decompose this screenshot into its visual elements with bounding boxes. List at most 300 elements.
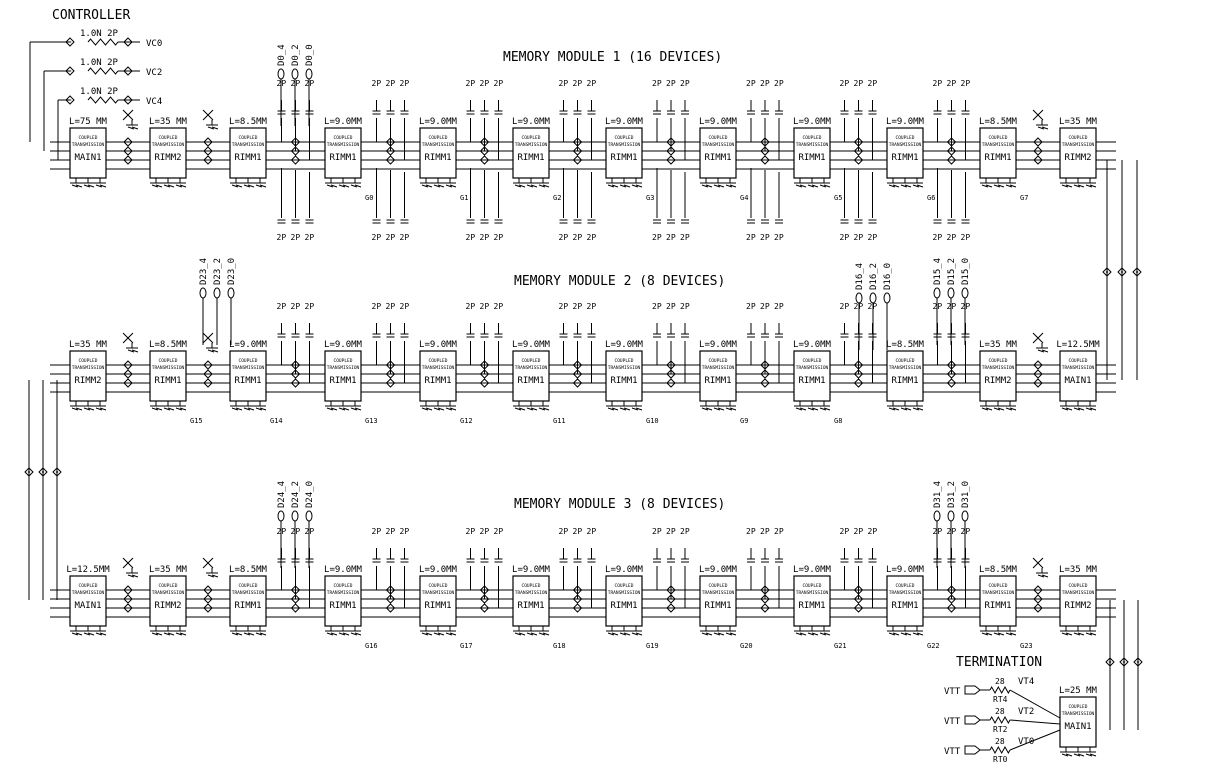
cap-value: 2P: [960, 233, 971, 242]
cap-value: 2P: [385, 233, 396, 242]
row2-11-name: MAIN1: [1064, 376, 1092, 386]
term-port-icon: [965, 716, 980, 724]
row2-4-gnode: G12: [460, 417, 473, 425]
term-block-line2: TRANSMISSION: [1061, 712, 1095, 717]
term-resistor-icon: [990, 687, 1010, 693]
row3-4-length: L=9.0MM: [419, 565, 457, 575]
cap-value: 2P: [493, 233, 504, 242]
cap-value: 2P: [932, 302, 943, 311]
row1-0-block-line2: TRANSMISSION: [71, 143, 105, 148]
cap-value: 2P: [276, 233, 287, 242]
cap-value: 2P: [853, 527, 864, 536]
cap-value: 2P: [867, 233, 878, 242]
probe-icon: [948, 511, 954, 521]
probe-icon: [962, 511, 968, 521]
cap-value: 2P: [932, 527, 943, 536]
row2-8-length: L=9.0MM: [793, 340, 831, 350]
row2-3-gnode: G13: [365, 417, 378, 425]
row3-6-block-line2: TRANSMISSION: [607, 591, 641, 596]
term-source: VTT: [944, 717, 961, 727]
term-value: 28: [995, 737, 1005, 746]
source-value: 1.0N 2P: [80, 87, 118, 97]
cap-value: 2P: [652, 79, 662, 88]
cap-value: 2P: [666, 79, 676, 88]
cap-value: 2P: [960, 79, 971, 88]
row1-8-block-line1: COUPLED: [802, 136, 822, 141]
probe-label: D15_2: [947, 257, 957, 285]
cap-value: 2P: [839, 79, 850, 88]
crossover-icon: [1033, 558, 1043, 568]
cap-value: 2P: [493, 79, 504, 88]
crossover-icon: [203, 333, 213, 343]
cap-value: 2P: [586, 302, 597, 311]
row1-8-name: RIMM1: [798, 153, 826, 163]
probe-label: D24_4: [277, 480, 287, 508]
row1-4-name: RIMM1: [424, 153, 452, 163]
cap-value: 2P: [558, 233, 569, 242]
term-block-line1: COUPLED: [1068, 705, 1088, 710]
cap-value: 2P: [371, 79, 382, 88]
probe-icon: [292, 511, 298, 521]
cap-value: 2P: [399, 302, 410, 311]
row2-7-block-line2: TRANSMISSION: [701, 366, 735, 371]
probe-icon: [292, 69, 298, 79]
row1-3-gnode: G0: [365, 194, 374, 202]
row1-8-length: L=9.0MM: [793, 117, 831, 127]
source-net: VC4: [146, 97, 163, 107]
row2-3-block-line1: COUPLED: [333, 359, 353, 364]
row3-3-block-line2: TRANSMISSION: [326, 591, 360, 596]
cap-value: 2P: [666, 527, 676, 536]
row1-5-block-line1: COUPLED: [521, 136, 541, 141]
probe-icon: [278, 69, 284, 79]
term-rname: RT4: [993, 695, 1008, 704]
row1-3-block-line1: COUPLED: [333, 136, 353, 141]
row3-11-block-line1: COUPLED: [1068, 584, 1088, 589]
row2-3-block-line2: TRANSMISSION: [326, 366, 360, 371]
cap-value: 2P: [946, 527, 957, 536]
row1-9-block-line1: COUPLED: [895, 136, 915, 141]
cap-value: 2P: [746, 233, 756, 242]
probe-label: D23_2: [213, 257, 223, 285]
row1-7-block-line2: TRANSMISSION: [701, 143, 735, 148]
crossover-icon: [1033, 110, 1043, 120]
row1-4-gnode: G1: [460, 194, 469, 202]
cap-value: 2P: [586, 233, 597, 242]
row3-5-name: RIMM1: [517, 601, 545, 611]
crossover-icon: [203, 110, 213, 120]
row3-9-block-line2: TRANSMISSION: [888, 591, 922, 596]
cap-value: 2P: [853, 79, 864, 88]
row1-5-block-line2: TRANSMISSION: [514, 143, 548, 148]
row1-5-length: L=9.0MM: [512, 117, 550, 127]
row3-10-block-line1: COUPLED: [988, 584, 1008, 589]
row3-4-block-line2: TRANSMISSION: [421, 591, 455, 596]
row1-11-block-line1: COUPLED: [1068, 136, 1088, 141]
row2-2-length: L=9.0MM: [229, 340, 267, 350]
row3-3-length: L=9.0MM: [324, 565, 362, 575]
cap-value: 2P: [586, 79, 597, 88]
cap-value: 2P: [572, 527, 583, 536]
row3-10-block-line2: TRANSMISSION: [981, 591, 1015, 596]
row2-6-name: RIMM1: [610, 376, 638, 386]
term-net: VT2: [1018, 707, 1035, 717]
row3-2-block-line2: TRANSMISSION: [231, 591, 265, 596]
cap-value: 2P: [680, 233, 690, 242]
row3-7-block-line2: TRANSMISSION: [701, 591, 735, 596]
cap-value: 2P: [371, 527, 382, 536]
cap-value: 2P: [385, 79, 396, 88]
row3-1-block-line1: COUPLED: [158, 584, 178, 589]
row2-10-block-line1: COUPLED: [988, 359, 1008, 364]
row1-11-length: L=35 MM: [1059, 117, 1097, 127]
cap-value: 2P: [867, 527, 878, 536]
crossover-icon: [123, 333, 133, 343]
source-inductor-icon: [88, 97, 118, 103]
row3-3-block-line1: COUPLED: [333, 584, 353, 589]
row1-1-block-line1: COUPLED: [158, 136, 178, 141]
row1-0-block-line1: COUPLED: [78, 136, 98, 141]
row1-10-name: RIMM1: [984, 153, 1012, 163]
term-source: VTT: [944, 687, 961, 697]
probe-icon: [200, 288, 206, 298]
row1-10-block-line2: TRANSMISSION: [981, 143, 1015, 148]
row1-8-block-line2: TRANSMISSION: [795, 143, 829, 148]
cap-value: 2P: [652, 302, 662, 311]
cap-value: 2P: [760, 233, 770, 242]
row1-6-name: RIMM1: [610, 153, 638, 163]
crossover-icon: [123, 558, 133, 568]
row1-0-name: MAIN1: [74, 153, 102, 163]
term-name: MAIN1: [1064, 722, 1092, 732]
crossover-icon: [1033, 333, 1043, 343]
row1-1-name: RIMM2: [154, 153, 182, 163]
row2-6-block-line2: TRANSMISSION: [607, 366, 641, 371]
probe-label: D23_0: [227, 257, 237, 285]
probe-icon: [884, 293, 890, 303]
probe-icon: [306, 69, 312, 79]
cap-value: 2P: [774, 233, 784, 242]
row1-7-block-line1: COUPLED: [708, 136, 728, 141]
term-resistor-icon: [990, 717, 1010, 723]
cap-value: 2P: [839, 527, 850, 536]
cap-value: 2P: [774, 302, 784, 311]
cap-value: 2P: [946, 302, 957, 311]
term-wire: [1010, 720, 1060, 724]
cap-value: 2P: [385, 302, 396, 311]
row2-9-length: L=8.5MM: [886, 340, 924, 350]
row3-10-name: RIMM1: [984, 601, 1012, 611]
cap-value: 2P: [572, 79, 583, 88]
row1-2-block-line2: TRANSMISSION: [231, 143, 265, 148]
cap-value: 2P: [680, 527, 690, 536]
row1-10-gnode: G7: [1020, 194, 1029, 202]
module1-title: MEMORY MODULE 1 (16 DEVICES): [503, 50, 723, 65]
cap-value: 2P: [867, 79, 878, 88]
row2-3-name: RIMM1: [329, 376, 357, 386]
row1-7-name: RIMM1: [704, 153, 732, 163]
cap-value: 2P: [465, 302, 476, 311]
cap-value: 2P: [960, 527, 971, 536]
row2-10-block-line2: TRANSMISSION: [981, 366, 1015, 371]
cap-value: 2P: [760, 79, 770, 88]
term-port-icon: [965, 746, 980, 754]
row2-10-length: L=35 MM: [979, 340, 1017, 350]
row1-3-name: RIMM1: [329, 153, 357, 163]
module3-title: MEMORY MODULE 3 (8 DEVICES): [514, 497, 726, 512]
row1-7-gnode: G4: [740, 194, 749, 202]
row2-0-block-line2: TRANSMISSION: [71, 366, 105, 371]
cap-value: 2P: [465, 233, 476, 242]
row3-9-name: RIMM1: [891, 601, 919, 611]
probe-label: D16_2: [869, 262, 879, 290]
probe-icon: [934, 288, 940, 298]
row3-7-block-line1: COUPLED: [708, 584, 728, 589]
row2-4-name: RIMM1: [424, 376, 452, 386]
cap-value: 2P: [946, 79, 957, 88]
row2-0-name: RIMM2: [74, 376, 102, 386]
cap-value: 2P: [399, 233, 410, 242]
row2-2-name: RIMM1: [234, 376, 262, 386]
row1-1-length: L=35 MM: [149, 117, 187, 127]
row1-5-gnode: G2: [553, 194, 562, 202]
cap-value: 2P: [572, 302, 583, 311]
cap-value: 2P: [760, 527, 770, 536]
row3-11-block-line2: TRANSMISSION: [1061, 591, 1095, 596]
row3-9-block-line1: COUPLED: [895, 584, 915, 589]
row2-0-length: L=35 MM: [69, 340, 107, 350]
cap-value: 2P: [652, 233, 662, 242]
controller-title: CONTROLLER: [52, 8, 131, 23]
row1-6-block-line2: TRANSMISSION: [607, 143, 641, 148]
row3-6-length: L=9.0MM: [605, 565, 643, 575]
crossover-icon: [123, 110, 133, 120]
row2-8-block-line1: COUPLED: [802, 359, 822, 364]
cap-value: 2P: [652, 527, 662, 536]
row2-9-name: RIMM1: [891, 376, 919, 386]
row3-11-length: L=35 MM: [1059, 565, 1097, 575]
cap-value: 2P: [839, 233, 850, 242]
cap-value: 2P: [493, 302, 504, 311]
row2-4-block-line2: TRANSMISSION: [421, 366, 455, 371]
row3-8-gnode: G21: [834, 642, 847, 650]
row1-4-block-line1: COUPLED: [428, 136, 448, 141]
row1-10-length: L=8.5MM: [979, 117, 1017, 127]
row3-11-name: RIMM2: [1064, 601, 1092, 611]
cap-value: 2P: [479, 527, 490, 536]
cap-value: 2P: [385, 527, 396, 536]
row2-1-block-line2: TRANSMISSION: [151, 366, 185, 371]
row2-8-block-line2: TRANSMISSION: [795, 366, 829, 371]
row1-3-block-line2: TRANSMISSION: [326, 143, 360, 148]
row1-2-name: RIMM1: [234, 153, 262, 163]
row3-9-length: L=9.0MM: [886, 565, 924, 575]
probe-label: D16_4: [855, 262, 865, 290]
cap-value: 2P: [774, 527, 784, 536]
term-source: VTT: [944, 747, 961, 757]
cap-value: 2P: [479, 302, 490, 311]
row2-2-block-line2: TRANSMISSION: [231, 366, 265, 371]
row1-2-block-line1: COUPLED: [238, 136, 258, 141]
row2-5-gnode: G11: [553, 417, 566, 425]
source-net: VC0: [146, 39, 163, 49]
row1-6-gnode: G3: [646, 194, 655, 202]
row2-9-block-line1: COUPLED: [895, 359, 915, 364]
row2-2-gnode: G14: [270, 417, 283, 425]
cap-value: 2P: [479, 233, 490, 242]
row3-1-name: RIMM2: [154, 601, 182, 611]
cap-value: 2P: [839, 302, 850, 311]
row1-9-block-line2: TRANSMISSION: [888, 143, 922, 148]
term-length: L=25 MM: [1059, 686, 1097, 696]
row3-10-gnode: G23: [1020, 642, 1033, 650]
row1-5-name: RIMM1: [517, 153, 545, 163]
row2-2-block-line1: COUPLED: [238, 359, 258, 364]
cap-value: 2P: [774, 79, 784, 88]
row3-9-gnode: G22: [927, 642, 940, 650]
cap-value: 2P: [853, 233, 864, 242]
row1-11-name: RIMM2: [1064, 153, 1092, 163]
cap-value: 2P: [290, 79, 301, 88]
row2-5-block-line1: COUPLED: [521, 359, 541, 364]
row3-4-block-line1: COUPLED: [428, 584, 448, 589]
row3-6-gnode: G19: [646, 642, 659, 650]
row2-11-block-line2: TRANSMISSION: [1061, 366, 1095, 371]
cap-value: 2P: [558, 527, 569, 536]
cap-value: 2P: [960, 302, 971, 311]
cap-value: 2P: [586, 527, 597, 536]
row3-2-name: RIMM1: [234, 601, 262, 611]
cap-value: 2P: [479, 79, 490, 88]
row2-8-name: RIMM1: [798, 376, 826, 386]
row2-7-name: RIMM1: [704, 376, 732, 386]
row3-5-gnode: G18: [553, 642, 566, 650]
row2-10-name: RIMM2: [984, 376, 1012, 386]
probe-icon: [948, 288, 954, 298]
row1-7-length: L=9.0MM: [699, 117, 737, 127]
row3-3-name: RIMM1: [329, 601, 357, 611]
probe-icon: [228, 288, 234, 298]
cap-value: 2P: [304, 527, 315, 536]
probe-label: D15_0: [961, 257, 971, 285]
row2-7-length: L=9.0MM: [699, 340, 737, 350]
termination-title: TERMINATION: [956, 655, 1043, 670]
row2-4-block-line1: COUPLED: [428, 359, 448, 364]
cap-value: 2P: [465, 527, 476, 536]
row3-4-name: RIMM1: [424, 601, 452, 611]
row3-8-length: L=9.0MM: [793, 565, 831, 575]
row3-7-gnode: G20: [740, 642, 753, 650]
row2-5-length: L=9.0MM: [512, 340, 550, 350]
cap-value: 2P: [290, 233, 301, 242]
term-net: VT4: [1018, 677, 1035, 687]
cap-value: 2P: [558, 79, 569, 88]
row3-3-gnode: G16: [365, 642, 378, 650]
probe-label: D24_2: [291, 480, 301, 508]
row3-0-name: MAIN1: [74, 601, 102, 611]
cap-value: 2P: [276, 79, 287, 88]
term-resistor-icon: [990, 747, 1010, 753]
cap-value: 2P: [946, 233, 957, 242]
row2-6-block-line1: COUPLED: [614, 359, 634, 364]
row3-4-gnode: G17: [460, 642, 473, 650]
cap-value: 2P: [276, 527, 287, 536]
row2-6-gnode: G10: [646, 417, 659, 425]
row3-2-block-line1: COUPLED: [238, 584, 258, 589]
cap-value: 2P: [290, 527, 301, 536]
row3-0-block-line2: TRANSMISSION: [71, 591, 105, 596]
probe-label: D31_0: [961, 480, 971, 508]
cap-value: 2P: [304, 302, 315, 311]
row2-8-gnode: G8: [834, 417, 843, 425]
row3-5-length: L=9.0MM: [512, 565, 550, 575]
source-value: 1.0N 2P: [80, 58, 118, 68]
cap-value: 2P: [666, 233, 676, 242]
source-inductor-icon: [88, 68, 118, 74]
row3-2-length: L=8.5MM: [229, 565, 267, 575]
term-value: 28: [995, 707, 1005, 716]
row3-10-length: L=8.5MM: [979, 565, 1017, 575]
probe-label: D31_4: [933, 480, 943, 508]
cap-value: 2P: [680, 79, 690, 88]
cap-value: 2P: [493, 527, 504, 536]
row2-11-length: L=12.5MM: [1056, 340, 1100, 350]
term-port-icon: [965, 686, 980, 694]
probe-icon: [278, 511, 284, 521]
row1-8-gnode: G5: [834, 194, 843, 202]
row3-1-length: L=35 MM: [149, 565, 187, 575]
row1-6-length: L=9.0MM: [605, 117, 643, 127]
probe-label: D0_2: [291, 44, 301, 66]
cap-value: 2P: [371, 302, 382, 311]
cap-value: 2P: [290, 302, 301, 311]
row1-3-length: L=9.0MM: [324, 117, 362, 127]
probe-label: D0_4: [277, 44, 287, 66]
row2-6-length: L=9.0MM: [605, 340, 643, 350]
row1-10-block-line1: COUPLED: [988, 136, 1008, 141]
cap-value: 2P: [399, 527, 410, 536]
row2-7-gnode: G9: [740, 417, 749, 425]
cap-value: 2P: [680, 302, 690, 311]
probe-label: D0_0: [305, 44, 315, 66]
probe-icon: [934, 511, 940, 521]
cap-value: 2P: [304, 233, 315, 242]
module2-title: MEMORY MODULE 2 (8 DEVICES): [514, 274, 726, 289]
row1-9-name: RIMM1: [891, 153, 919, 163]
cap-value: 2P: [746, 79, 756, 88]
row2-1-block-line1: COUPLED: [158, 359, 178, 364]
source-net: VC2: [146, 68, 163, 78]
row1-9-length: L=9.0MM: [886, 117, 924, 127]
row2-5-name: RIMM1: [517, 376, 545, 386]
row2-11-block-line1: COUPLED: [1068, 359, 1088, 364]
cap-value: 2P: [760, 302, 770, 311]
probe-label: D24_0: [305, 480, 315, 508]
probe-icon: [214, 288, 220, 298]
cap-value: 2P: [666, 302, 676, 311]
row3-5-block-line2: TRANSMISSION: [514, 591, 548, 596]
row3-8-block-line1: COUPLED: [802, 584, 822, 589]
row2-0-block-line1: COUPLED: [78, 359, 98, 364]
probe-icon: [306, 511, 312, 521]
probe-label: D31_2: [947, 480, 957, 508]
cap-value: 2P: [276, 302, 287, 311]
row2-1-length: L=8.5MM: [149, 340, 187, 350]
term-value: 28: [995, 677, 1005, 686]
cap-value: 2P: [932, 233, 943, 242]
cap-value: 2P: [399, 79, 410, 88]
cap-value: 2P: [558, 302, 569, 311]
